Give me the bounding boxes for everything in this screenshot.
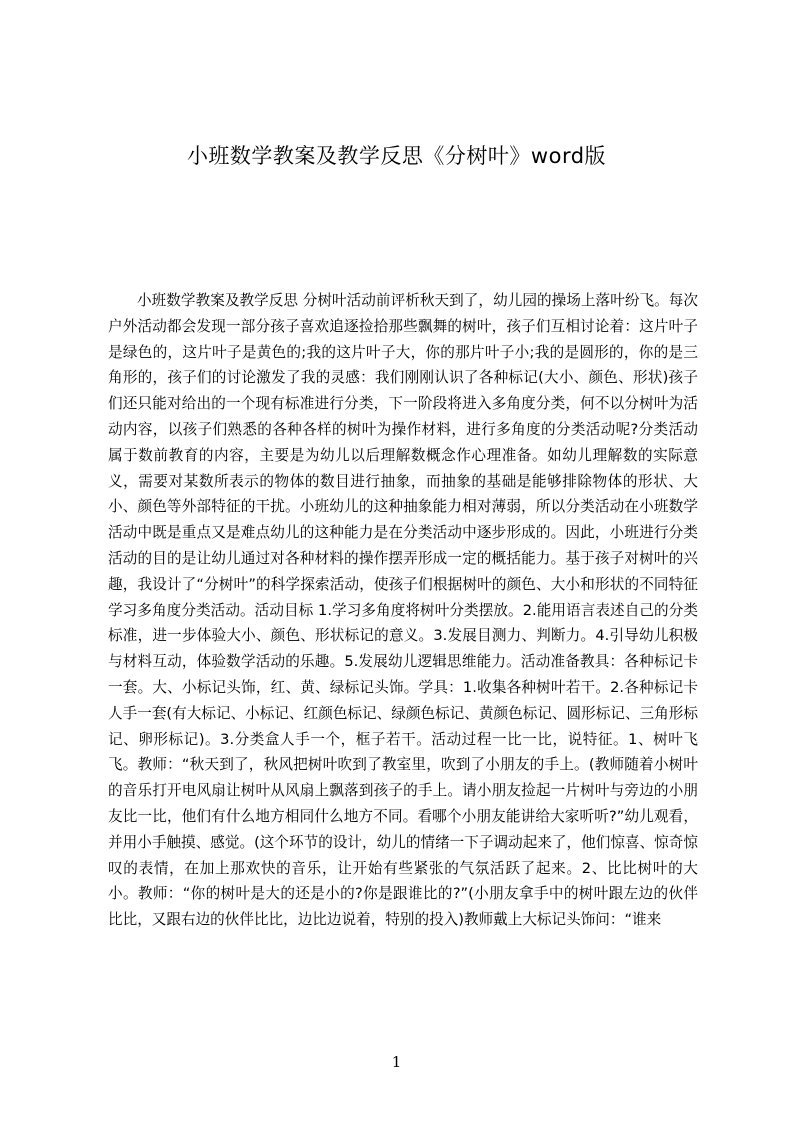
page-number: 1 bbox=[391, 1053, 402, 1071]
body-paragraph: 小班数学教案及教学反思 分树叶活动前评析秋天到了，幼儿园的操场上落叶纷飞。每次户外活动都会发现一部分孩子喜欢追逐捡拾那些飘舞的树叶，孩子们互相讨论着：这片叶子是绿色的，这片叶子是黄色的;我的这片叶子大，你的那片叶子小;我的是圆形的，你的是三角形的，孩子们的讨论激发了我的灵感：我们刚刚认识了各种标记(大小、颜色、形状)孩子们还只能对给出的一个现有标准进行分类，下一阶段将进入多角度分类，何不以分树叶为活动内容，以孩子们熟悉的各种各样的树叶为操作材料，进行多角度的分类活动呢?分类活动属于数前教育的内容，主要是为幼儿以后理解数概念作心理准备。如幼儿理解数的实际意义，需要对某数所表示的物体的数目进行抽象，而抽象的基础是能够排除物体的形状、大小、颜色等外部特征的干扰。小班幼儿的这种抽象能力相对薄弱，所以分类活动在小班数学活动中既是重点又是难点幼儿的这种能力是在分类活动中逐步形成的。因此，小班进行分类活动的目的是让幼儿通过对各种材料的操作摆弄形成一定的概括能力。基于孩子对树叶的兴趣，我设计了“分树叶”的科学探索活动，使孩子们根据树叶的颜色、大小和形状的不同特征学习多角度分类活动。活动目标 1.学习多角度将树叶分类摆放。2.能用语言表述自己的分类标准，进一步体验大小、颜色、形状标记的意义。3.发展目测力、判断力。4.引导幼儿积极与材料互动，体验数学活动的乐趣。5.发展幼儿逻辑思维能力。活动准备教具：各种标记卡一套。大、小标记头饰，红、黄、绿标记头饰。学具：1.收集各种树叶若干。2.各种标记卡人手一套(有大标记、小标记、红颜色标记、绿颜色标记、黄颜色标记、圆形标记、三角形标记、卵形标记)。3.分类盒人手一个，框子若干。活动过程一比一比，说特征。1、树叶飞飞。教师：“秋天到了，秋风把树叶吹到了教室里，吹到了小朋友的手上。(教师随着小树叶的音乐打开电风扇让树叶从风扇上飘落到孩子的手上。请小朋友捡起一片树叶与旁边的小朋友比一比，他们有什么地方相同什么地方不同。看哪个小朋友能讲给大家听听?”幼儿观看，并用小手触摸、感觉。(这个环节的设计，幼儿的情绪一下子调动起来了，他们惊喜、惊奇惊叹的表情，在加上那欢快的音乐，让开始有些紧张的气氛活跃了起来。2、比比树叶的大小。教师：“你的树叶是大的还是小的?你是跟谁比的?”(小朋友拿手中的树叶跟左边的伙伴比比，又跟右边的伙伴比比，边比边说着，特别的投入)教师戴上大标记头饰问：“谁来 bbox=[108, 292, 698, 929]
document-title: 小班数学教案及教学反思《分树叶》word版 bbox=[186, 144, 607, 168]
